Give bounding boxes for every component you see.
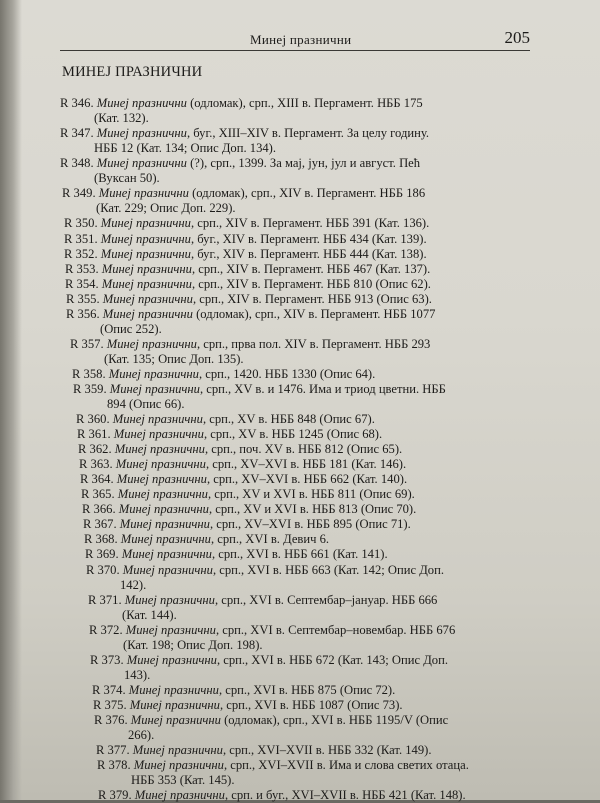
entry-number: R 351.	[64, 232, 101, 246]
entry-title: Минеј празнични	[133, 758, 224, 772]
entry-text: , срп., XV в. и 1476. Има и триод цветни. НББ	[199, 382, 446, 396]
entry-number: R 346.	[60, 96, 97, 110]
entry-continuation: НББ 353 (Кат. 145).	[131, 772, 235, 787]
entry-text: , срп., XIV в. Пергамент. НББ 467 (Кат. 137).	[191, 262, 431, 276]
catalog-entry	[79, 457, 406, 472]
entry-continuation: (Кат. 144).	[122, 607, 177, 622]
catalog-entry	[60, 126, 429, 155]
catalog-entry	[94, 713, 448, 742]
entry-number: R 362.	[78, 442, 115, 456]
entry-text: , срп., XV–XVI в. НББ 662 (Кат. 140).	[206, 472, 408, 486]
entry-text: (одломак), срп., XVI в. НББ 1195/V (Опис	[220, 713, 449, 727]
entry-continuation: 266).	[128, 727, 155, 742]
catalog-entry	[83, 517, 411, 532]
catalog-entry	[72, 367, 375, 382]
entry-text: , срп., XVI–XVII в. НББ 332 (Кат. 149).	[222, 743, 432, 757]
entry-title: Минеј празнични	[134, 788, 225, 802]
entry-text: , срп., поч. XV в. НББ 812 (Опис 65).	[204, 442, 403, 456]
catalog-entry	[80, 472, 407, 487]
catalog-entry	[96, 743, 431, 758]
entry-number: R 372.	[89, 623, 126, 637]
entry-number: R 354.	[65, 277, 102, 291]
entry-text: , срп., XVI в. НББ 661 (Кат. 141).	[211, 547, 388, 561]
catalog-entry	[77, 427, 382, 442]
catalog-entry	[60, 156, 420, 185]
catalog-entry	[66, 307, 435, 336]
entry-title: Минеј празнични	[100, 232, 191, 246]
entry-number: R 366.	[82, 502, 119, 516]
entry-number: R 364.	[80, 472, 117, 486]
entry-title: Минеј празнични	[129, 698, 220, 712]
catalog-entry	[60, 96, 423, 125]
entry-text: , срп., XV в. НББ 1245 (Опис 68).	[203, 427, 383, 441]
entry-title: Минеј празнични	[128, 683, 219, 697]
entry-number: R 379.	[98, 788, 135, 802]
entry-title: Минеј празнични	[119, 517, 210, 531]
entry-text: , срп., 1420. НББ 1330 (Опис 64).	[198, 367, 376, 381]
catalog-entry	[84, 532, 329, 547]
entry-text: , буг., XIV в. Пергамент. НББ 434 (Кат. 139).	[190, 232, 427, 246]
entry-title: Минеј празнични	[100, 247, 191, 261]
entry-text: , срп., XVI в. Септембар–јануар. НББ 666	[214, 593, 438, 607]
entry-text: , срп., XV и XVI в. НББ 811 (Опис 69).	[207, 487, 415, 501]
entry-text: , срп., XV–XVI в. НББ 181 (Кат. 146).	[205, 457, 407, 471]
catalog-entry	[93, 698, 403, 713]
entry-number: R 352.	[64, 247, 101, 261]
entry-number: R 371.	[88, 593, 125, 607]
entry-title: Минеј празнични	[113, 427, 204, 441]
entry-continuation: 894 (Опис 66).	[107, 396, 185, 411]
catalog-entry	[97, 758, 469, 787]
catalog-entry	[89, 623, 455, 652]
entry-text: , срп., XV и XVI в. НББ 813 (Опис 70).	[208, 502, 417, 516]
entry-number: R 355.	[66, 292, 103, 306]
catalog-entry	[76, 412, 375, 427]
entry-title: Минеј празнични	[98, 186, 189, 200]
entry-title: Минеј празнични	[121, 547, 212, 561]
catalog-entry	[82, 502, 416, 517]
entry-title: Минеј празнични	[115, 457, 206, 471]
entry-number: R 348.	[60, 156, 97, 170]
entry-continuation: (Вуксан 50).	[94, 170, 160, 185]
entry-title: Минеј празнични	[116, 472, 207, 486]
entry-continuation: (Кат. 198; Опис Доп. 198).	[123, 637, 263, 652]
entry-number: R 374.	[92, 683, 129, 697]
entry-number: R 368.	[84, 532, 121, 546]
entry-number: R 353.	[65, 262, 102, 276]
entry-title: Минеј празнични	[102, 292, 193, 306]
entry-text: , буг., XIII–XIV в. Пергамент. За целу годину.	[186, 126, 430, 140]
entry-text: (одломак), срп., XIII в. Пергамент. НББ 175	[186, 96, 423, 110]
entry-number: R 375.	[93, 698, 130, 712]
entry-text: , срп., XVI–XVII в. Има и слова светих отаца.	[223, 758, 469, 772]
page-number: 205	[504, 28, 530, 47]
entry-title: Минеј празнични	[117, 487, 208, 501]
entry-text: , срп. и буг., XVI–XVII в. НББ 421 (Кат. 148).	[224, 788, 466, 802]
entry-text: , срп., XVI в. НББ 875 (Опис 72).	[218, 683, 396, 697]
entry-title: Минеј празнични	[96, 126, 187, 140]
catalog-entry	[64, 232, 427, 247]
catalog-entry	[62, 186, 425, 215]
entry-title: Минеј празнични	[102, 307, 193, 321]
entry-number: R 360.	[76, 412, 113, 426]
entry-continuation: (Кат. 229; Опис Доп. 229).	[96, 200, 236, 215]
entry-number: R 356.	[66, 307, 103, 321]
catalog-entry	[85, 547, 388, 562]
entry-title: Минеј празнични	[122, 563, 213, 577]
entry-text: , срп., XIV в. Пергамент. НББ 391 (Кат. 136).	[190, 216, 430, 230]
entry-text: , срп., XVI в. Септембар–новембар. НББ 676	[215, 623, 456, 637]
catalog-entry	[66, 292, 432, 307]
entry-title: Минеј празнични	[108, 367, 199, 381]
catalog-entry	[73, 382, 446, 411]
entry-title: Минеј празнични	[101, 277, 192, 291]
entry-number: R 349.	[62, 186, 99, 200]
entry-title: Минеј празнични	[101, 262, 192, 276]
catalog-entry	[88, 593, 437, 622]
entry-title: Минеј празнични	[118, 502, 209, 516]
catalog-entry	[65, 277, 431, 292]
entry-number: R 365.	[81, 487, 118, 501]
entry-title: Минеј празнични	[132, 743, 223, 757]
entry-title: Минеј празнични	[106, 337, 197, 351]
catalog-entry	[64, 216, 429, 231]
entry-text: , срп., XV в. НББ 848 (Опис 67).	[202, 412, 375, 426]
entry-title: Минеј празнични	[114, 442, 205, 456]
entry-number: R 376.	[94, 713, 131, 727]
entry-text: , срп., XVI в. Девич 6.	[210, 532, 330, 546]
entry-number: R 361.	[77, 427, 114, 441]
entry-number: R 347.	[60, 126, 97, 140]
entry-text: , срп., XIV в. Пергамент. НББ 810 (Опис 62).	[191, 277, 431, 291]
entry-number: R 358.	[72, 367, 109, 381]
catalog-entry	[64, 247, 427, 262]
entry-number: R 367.	[83, 517, 120, 531]
running-title: Минеј празнични	[250, 32, 352, 47]
entry-text: , срп., XIV в. Пергамент. НББ 913 (Опис 63).	[192, 292, 432, 306]
entry-text: , срп., XVI в. НББ 672 (Кат. 143; Опис Доп.	[216, 653, 448, 667]
catalog-entry	[98, 788, 466, 803]
catalog-entry	[81, 487, 415, 502]
catalog-entry	[78, 442, 402, 457]
entry-title: Минеј празнични	[126, 653, 217, 667]
entry-title: Минеј празнични	[124, 593, 215, 607]
entry-number: R 377.	[96, 743, 133, 757]
entry-number: R 359.	[73, 382, 110, 396]
entry-title: Минеј празнични	[109, 382, 200, 396]
entry-number: R 370.	[86, 563, 123, 577]
entry-number: R 369.	[85, 547, 122, 561]
catalog-entry	[65, 262, 430, 277]
catalog-entry	[90, 653, 448, 682]
entry-title: Минеј празнични	[96, 156, 187, 170]
entry-title: Минеј празнични	[130, 713, 221, 727]
entry-text: , срп., XV–XVI в. НББ 895 (Опис 71).	[209, 517, 411, 531]
entry-continuation: 142).	[120, 577, 147, 592]
entry-continuation: 143).	[124, 667, 151, 682]
entry-continuation: (Кат. 135; Опис Доп. 135).	[104, 351, 244, 366]
catalog-entry	[70, 337, 430, 366]
entry-number: R 373.	[90, 653, 127, 667]
entry-title: Минеј празнични	[100, 216, 191, 230]
entry-number: R 363.	[79, 457, 116, 471]
entry-number: R 350.	[64, 216, 101, 230]
entry-continuation: (Кат. 132).	[94, 110, 149, 125]
section-title: МИНЕЈ ПРАЗНИЧНИ	[62, 64, 203, 80]
entry-text: , буг., XIV в. Пергамент. НББ 444 (Кат. 138).	[190, 247, 427, 261]
entry-title: Минеј празнични	[96, 96, 187, 110]
entry-title: Минеј празнични	[125, 623, 216, 637]
entry-text: , срп., прва пол. XIV в. Пергамент. НББ 293	[196, 337, 431, 351]
entry-text: (одломак), срп., XIV в. Пергамент. НББ 186	[188, 186, 426, 200]
entry-title: Минеј празнични	[120, 532, 211, 546]
catalog-entry	[86, 563, 444, 592]
entry-text: (одломак), срп., XIV в. Пергамент. НББ 1077	[192, 307, 436, 321]
catalog-entry	[92, 683, 395, 698]
entry-continuation: НББ 12 (Кат. 134; Опис Доп. 134).	[94, 140, 276, 155]
entry-number: R 357.	[70, 337, 107, 351]
entry-title: Минеј празнични	[112, 412, 203, 426]
entry-number: R 378.	[97, 758, 134, 772]
entry-text: (?), срп., 1399. За мај, јун, јул и август. Пећ	[186, 156, 421, 170]
entry-text: , срп., XVI в. НББ 663 (Кат. 142; Опис Доп.	[212, 563, 444, 577]
entry-text: , срп., XVI в. НББ 1087 (Опис 73).	[219, 698, 403, 712]
entry-continuation: (Опис 252).	[100, 321, 162, 336]
